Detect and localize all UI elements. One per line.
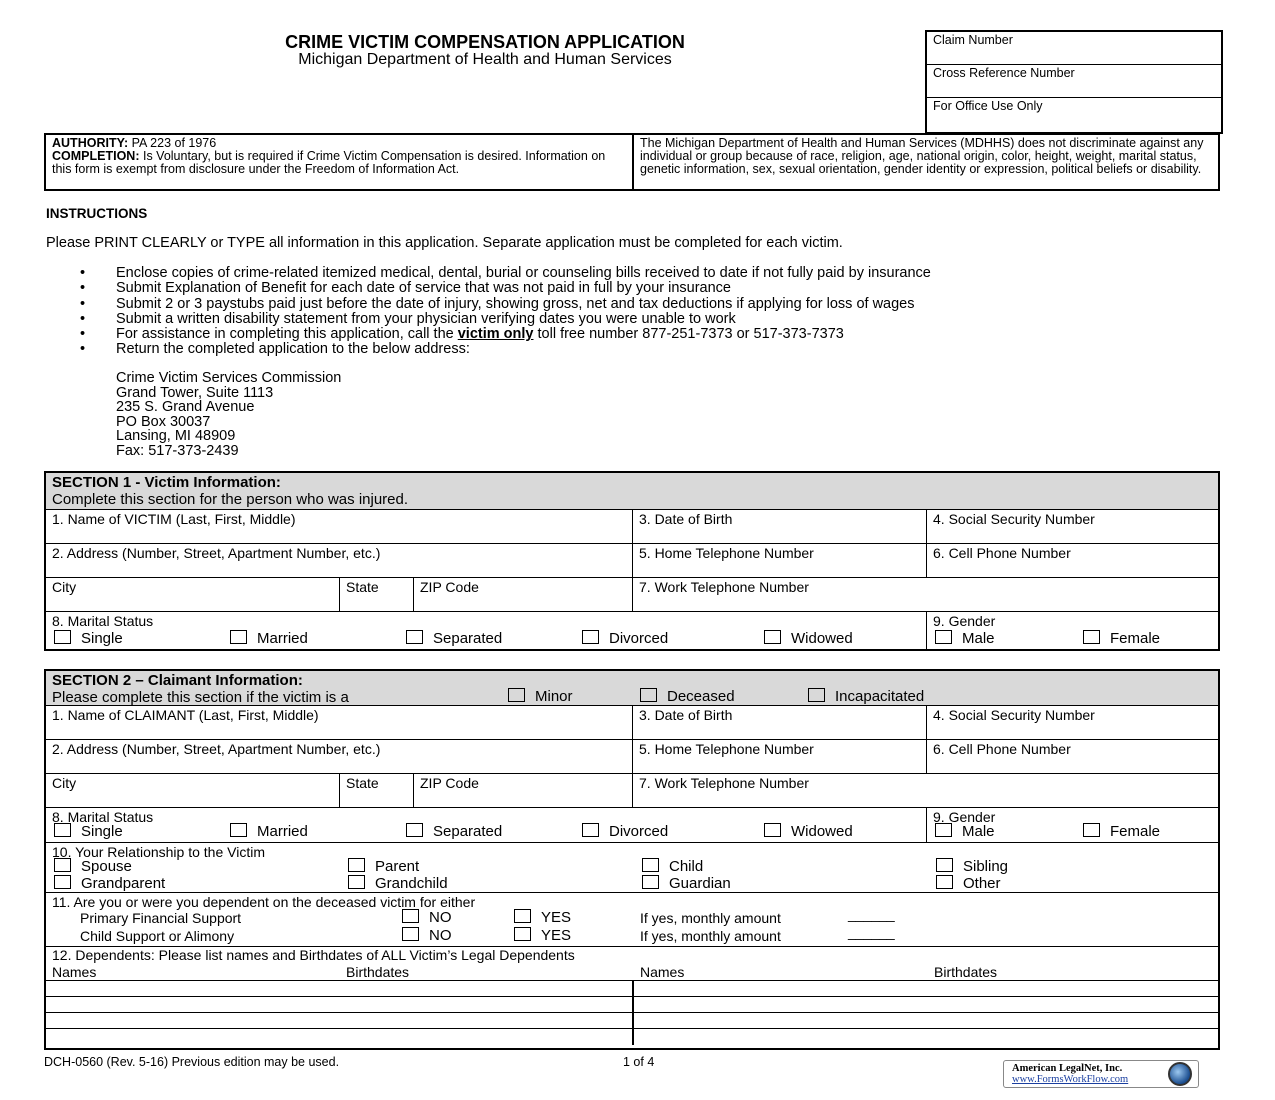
victim-name-field[interactable]: 1. Name of VICTIM (Last, First, Middle) (46, 510, 633, 543)
checkbox-spouse[interactable]: Spouse (54, 858, 132, 875)
section-2-header: SECTION 2 – Claimant Information: Please complete this section if the victim is a Minor Deceased Incapacitated (46, 671, 1218, 706)
checkbox-married[interactable]: Married (230, 823, 308, 840)
claimant-ssn-field[interactable]: 4. Social Security Number (933, 707, 1095, 723)
list-item: • Submit a written disability statement from your physician verifying dates you were unable to work (80, 310, 736, 327)
monthly-amount-blank[interactable]: ______ (848, 924, 895, 940)
mailing-address: Crime Victim Services Commission Grand Tower, Suite 1113 235 S. Grand Avenue PO Box 30037 Lansing, MI 48909 Fax: 517-373-2439 (116, 370, 342, 459)
monthly-amount-blank[interactable]: ______ (848, 906, 895, 922)
globe-icon (1168, 1062, 1192, 1086)
table-row[interactable] (46, 981, 1218, 997)
claimant-work-phone-field[interactable]: 7. Work Telephone Number (639, 775, 809, 791)
claimant-marital-status: 8. Marital Status Single Married Separated Divorced Widowed (46, 808, 927, 842)
instructions-intro: Please PRINT CLEARLY or TYPE all information in this application. Separate application must be completed for each victim. (46, 235, 843, 251)
office-use-field[interactable]: For Office Use Only (933, 99, 1043, 113)
checkbox-widowed[interactable]: Widowed (764, 823, 853, 840)
form-title: CRIME VICTIM COMPENSATION APPLICATION (285, 32, 685, 52)
relationship-to-victim: 10. Your Relationship to the Victim Spouse Parent Child Sibling Grandparent Grandchild Guardian Other (52, 844, 1009, 892)
claimant-cell-phone-field[interactable]: 6. Cell Phone Number (933, 741, 1071, 757)
names-column-header: Names (640, 964, 685, 980)
checkbox-single[interactable]: Single (54, 823, 123, 840)
claimant-city-field[interactable]: City (46, 774, 340, 807)
list-item: • Submit 2 or 3 paystubs paid just before the date of injury, showing gross, net and tax deductions if applying for loss of wages (80, 295, 915, 312)
victim-state-field[interactable]: State (340, 578, 414, 611)
primary-support-label: Primary Financial Support (80, 910, 242, 926)
page-number: 1 of 4 (623, 1055, 655, 1069)
victim-address-field[interactable]: 2. Address (Number, Street, Apartment Number, etc.) (46, 544, 633, 577)
instructions-heading: INSTRUCTIONS (46, 206, 148, 221)
checkbox-widowed[interactable]: Widowed (764, 630, 853, 647)
checkbox-separated[interactable]: Separated (406, 823, 502, 840)
victim-gender: 9. Gender Male Female (933, 613, 1161, 647)
victim-dob-field[interactable]: 3. Date of Birth (633, 510, 927, 543)
completion-label: COMPLETION: (52, 149, 140, 163)
monthly-amount-label: If yes, monthly amount (640, 910, 781, 926)
authority-label: AUTHORITY: (52, 136, 129, 150)
cross-reference-field[interactable]: Cross Reference Number (927, 65, 1221, 98)
dependents-header: 12. Dependents: Please list names and Birthdates of ALL Victim’s Legal Dependents Names Birthdates Names Birthdates (46, 947, 1218, 981)
table-row[interactable] (46, 997, 1218, 1013)
victim-ssn-field[interactable]: 4. Social Security Number (933, 511, 1095, 527)
section-2-claimant (44, 669, 1220, 1050)
section-1-victim (44, 471, 1220, 651)
checkbox-grandparent[interactable]: Grandparent (54, 875, 165, 892)
table-row[interactable] (46, 1013, 1218, 1029)
victim-cell-phone-field[interactable]: 6. Cell Phone Number (933, 545, 1071, 561)
form-id: DCH-0560 (Rev. 5-16) Previous edition may be used. (44, 1055, 340, 1069)
claimant-gender: 9. Gender Male Female (933, 809, 1161, 840)
authority-left (46, 135, 634, 189)
completion-text: Is Voluntary, but is required if Crime Victim Compensation is desired. Information on this form is exempt from disclosure under the Freedom of Information Act. (52, 149, 606, 176)
authority-text: PA 223 of 1976 (128, 136, 217, 150)
claimant-home-phone-field[interactable]: 5. Home Telephone Number (633, 740, 927, 773)
authority-box (44, 133, 1220, 191)
checkbox-alimony-no[interactable]: NO (402, 927, 452, 944)
checkbox-guardian[interactable]: Guardian (642, 875, 731, 892)
checkbox-single[interactable]: Single (54, 630, 123, 647)
checkbox-deceased[interactable]: Deceased (640, 688, 735, 705)
victim-zip-field[interactable]: ZIP Code (414, 578, 633, 611)
checkbox-female[interactable]: Female (1083, 823, 1160, 840)
checkbox-divorced[interactable]: Divorced (582, 630, 668, 647)
checkbox-parent[interactable]: Parent (348, 858, 419, 875)
list-item: • Submit Explanation of Benefit for each date of service that was not paid in full by your insurance (80, 280, 731, 297)
monthly-amount-label: If yes, monthly amount (640, 928, 781, 944)
child-support-label: Child Support or Alimony (80, 928, 235, 944)
claim-number-field[interactable]: Claim Number (927, 32, 1221, 65)
checkbox-support-yes[interactable]: YES (514, 909, 571, 926)
claimant-state-field[interactable]: State (340, 774, 414, 807)
list-item: • Return the completed application to the below address: (80, 341, 470, 358)
form-subtitle: Michigan Department of Health and Human Services (298, 51, 672, 68)
checkbox-grandchild[interactable]: Grandchild (348, 875, 448, 892)
claimant-address-field[interactable]: 2. Address (Number, Street, Apartment Number, etc.) (46, 740, 633, 773)
victim-marital-status: 8. Marital Status Single Married Separated Divorced Widowed (46, 612, 927, 651)
birthdates-column-header: Birthdates (346, 964, 410, 980)
table-row[interactable] (46, 1029, 1218, 1045)
checkbox-other[interactable]: Other (936, 875, 1001, 892)
checkbox-support-no[interactable]: NO (402, 909, 452, 926)
checkbox-minor[interactable]: Minor (508, 688, 573, 705)
checkbox-separated[interactable]: Separated (406, 630, 502, 647)
checkbox-divorced[interactable]: Divorced (582, 823, 668, 840)
checkbox-male[interactable]: Male (935, 630, 995, 647)
instructions-list (80, 266, 931, 358)
office-use-box (925, 30, 1223, 134)
birthdates-column-header: Birthdates (934, 964, 998, 980)
victim-home-phone-field[interactable]: 5. Home Telephone Number (633, 544, 927, 577)
nondiscrimination-text: The Michigan Department of Health and Human Services (MDHHS) does not discriminate against any individual or group because of race, religion, age, national origin, color, height, weight, marital status, genetic information, sex, sexual orientation, gender identity or expression, political beliefs or disability. (640, 136, 1204, 176)
checkbox-sibling[interactable]: Sibling (936, 858, 1008, 875)
names-column-header: Names (52, 964, 97, 980)
victim-city-field[interactable]: City (46, 578, 340, 611)
checkbox-married[interactable]: Married (230, 630, 308, 647)
section-1-header: SECTION 1 - Victim Information: Complete this section for the person who was injured. (46, 473, 1218, 510)
checkbox-male[interactable]: Male (935, 823, 995, 840)
checkbox-female[interactable]: Female (1083, 630, 1160, 647)
dependency-question: 11. Are you or were you dependent on the deceased victim for either Primary Financial Support NO YES If yes, monthly amount ______ Child Support or Alimony NO YES If yes, monthly amount ______ (52, 894, 895, 944)
list-item: • Enclose copies of crime-related itemized medical, dental, burial or counseling bills received to date if not fully paid by insurance (80, 265, 931, 281)
checkbox-incapacitated[interactable]: Incapacitated (808, 688, 924, 705)
claimant-zip-field[interactable]: ZIP Code (414, 774, 633, 807)
claimant-dob-field[interactable]: 3. Date of Birth (633, 706, 927, 739)
publisher-link[interactable]: www.FormsWorkFlow.com (1012, 1074, 1129, 1085)
publisher-logo[interactable]: American LegalNet, Inc. www.FormsWorkFlow.com (1003, 1060, 1199, 1088)
list-item: • For assistance in completing this application, call the victim only toll free number 877-251-7373 or 517-373-7373 (80, 326, 844, 343)
claimant-name-field[interactable]: 1. Name of CLAIMANT (Last, First, Middle) (46, 706, 633, 739)
checkbox-alimony-yes[interactable]: YES (514, 927, 571, 944)
checkbox-child[interactable]: Child (642, 858, 703, 875)
victim-work-phone-field[interactable]: 7. Work Telephone Number (639, 579, 809, 595)
